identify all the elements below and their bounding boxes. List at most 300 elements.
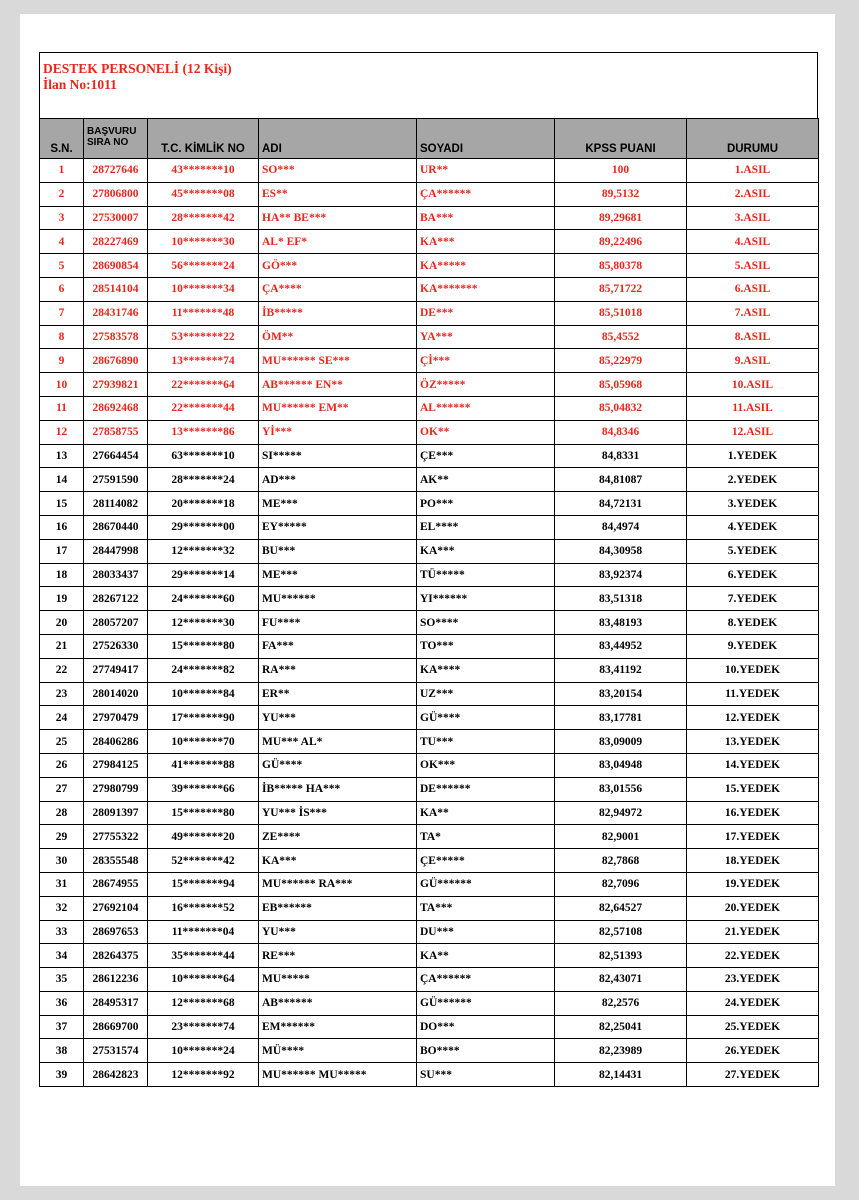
col-header-basvuru-line2: SIRA NO — [87, 137, 129, 148]
table-row — [40, 730, 819, 754]
table-row — [40, 254, 819, 278]
cell-adi: MÜ**** — [259, 1039, 417, 1063]
table-row — [40, 968, 819, 992]
cell-durumu: 17.YEDEK — [687, 825, 819, 849]
document-page — [20, 14, 835, 1186]
cell-adi: MU***** — [259, 968, 417, 992]
cell-tc-kimlik: 10*******70 — [148, 730, 259, 754]
cell-soyadi: ÇE*** — [417, 444, 555, 468]
cell-durumu: 26.YEDEK — [687, 1039, 819, 1063]
cell-sn: 23 — [40, 682, 84, 706]
cell-kpss: 82,51393 — [555, 944, 687, 968]
cell-durumu: 16.YEDEK — [687, 801, 819, 825]
cell-basvuru-no: 28495317 — [84, 991, 148, 1015]
cell-adi: YU*** İS*** — [259, 801, 417, 825]
cell-tc-kimlik: 53*******22 — [148, 325, 259, 349]
cell-tc-kimlik: 20*******18 — [148, 492, 259, 516]
cell-basvuru-no: 28431746 — [84, 301, 148, 325]
table-row — [40, 634, 819, 658]
cell-tc-kimlik: 52*******42 — [148, 849, 259, 873]
cell-soyadi: TO*** — [417, 634, 555, 658]
cell-sn: 38 — [40, 1039, 84, 1063]
cell-kpss: 89,29681 — [555, 206, 687, 230]
cell-durumu: 18.YEDEK — [687, 849, 819, 873]
cell-durumu: 12.ASIL — [687, 420, 819, 444]
cell-kpss: 82,23989 — [555, 1039, 687, 1063]
cell-adi: HA** BE*** — [259, 206, 417, 230]
table-row — [40, 944, 819, 968]
table-header-row — [40, 119, 819, 159]
results-table — [39, 118, 819, 1087]
document-title: DESTEK PERSONELİ (12 Kişi) — [43, 61, 232, 76]
cell-adi: YU*** — [259, 706, 417, 730]
cell-kpss: 82,94972 — [555, 801, 687, 825]
cell-kpss: 83,44952 — [555, 634, 687, 658]
table-row — [40, 444, 819, 468]
cell-sn: 21 — [40, 634, 84, 658]
cell-adi: MU****** EM** — [259, 396, 417, 420]
cell-durumu: 10.ASIL — [687, 373, 819, 397]
table-row — [40, 206, 819, 230]
cell-soyadi: DE****** — [417, 777, 555, 801]
cell-tc-kimlik: 15*******80 — [148, 634, 259, 658]
table-row — [40, 349, 819, 373]
cell-kpss: 83,17781 — [555, 706, 687, 730]
table-row — [40, 777, 819, 801]
cell-sn: 11 — [40, 396, 84, 420]
cell-tc-kimlik: 22*******44 — [148, 396, 259, 420]
cell-soyadi: OK*** — [417, 753, 555, 777]
cell-sn: 35 — [40, 968, 84, 992]
cell-basvuru-no: 28227469 — [84, 230, 148, 254]
cell-tc-kimlik: 29*******14 — [148, 563, 259, 587]
cell-durumu: 11.YEDEK — [687, 682, 819, 706]
cell-kpss: 83,01556 — [555, 777, 687, 801]
cell-soyadi: ÖZ***** — [417, 373, 555, 397]
cell-kpss: 82,43071 — [555, 968, 687, 992]
cell-basvuru-no: 28692468 — [84, 396, 148, 420]
cell-basvuru-no: 28670440 — [84, 515, 148, 539]
cell-durumu: 8.ASIL — [687, 325, 819, 349]
cell-basvuru-no: 28690854 — [84, 254, 148, 278]
cell-soyadi: GÜ****** — [417, 872, 555, 896]
cell-basvuru-no: 27755322 — [84, 825, 148, 849]
col-header-adi: ADI — [259, 119, 417, 159]
cell-sn: 17 — [40, 539, 84, 563]
cell-basvuru-no: 27692104 — [84, 896, 148, 920]
cell-tc-kimlik: 22*******64 — [148, 373, 259, 397]
cell-soyadi: EL**** — [417, 515, 555, 539]
col-header-sn: S.N. — [40, 119, 84, 159]
cell-sn: 20 — [40, 611, 84, 635]
cell-kpss: 82,57108 — [555, 920, 687, 944]
cell-adi: SI***** — [259, 444, 417, 468]
cell-sn: 24 — [40, 706, 84, 730]
cell-kpss: 82,2576 — [555, 991, 687, 1015]
table-row — [40, 1063, 819, 1087]
cell-durumu: 12.YEDEK — [687, 706, 819, 730]
cell-adi: MU****** MU***** — [259, 1063, 417, 1087]
cell-sn: 10 — [40, 373, 84, 397]
cell-adi: FA*** — [259, 634, 417, 658]
cell-tc-kimlik: 10*******64 — [148, 968, 259, 992]
cell-tc-kimlik: 43*******10 — [148, 159, 259, 183]
cell-sn: 7 — [40, 301, 84, 325]
cell-durumu: 9.YEDEK — [687, 634, 819, 658]
table-row — [40, 515, 819, 539]
cell-basvuru-no: 28697653 — [84, 920, 148, 944]
cell-tc-kimlik: 56*******24 — [148, 254, 259, 278]
cell-tc-kimlik: 29*******00 — [148, 515, 259, 539]
cell-tc-kimlik: 12*******30 — [148, 611, 259, 635]
cell-kpss: 89,5132 — [555, 182, 687, 206]
cell-soyadi: AK** — [417, 468, 555, 492]
cell-sn: 2 — [40, 182, 84, 206]
cell-basvuru-no: 28727646 — [84, 159, 148, 183]
cell-durumu: 3.ASIL — [687, 206, 819, 230]
cell-sn: 30 — [40, 849, 84, 873]
cell-basvuru-no: 28612236 — [84, 968, 148, 992]
cell-tc-kimlik: 39*******66 — [148, 777, 259, 801]
cell-basvuru-no: 27664454 — [84, 444, 148, 468]
cell-durumu: 5.ASIL — [687, 254, 819, 278]
cell-adi: RA*** — [259, 658, 417, 682]
cell-sn: 13 — [40, 444, 84, 468]
cell-basvuru-no: 27970479 — [84, 706, 148, 730]
cell-kpss: 83,48193 — [555, 611, 687, 635]
cell-basvuru-no: 28264375 — [84, 944, 148, 968]
cell-kpss: 83,20154 — [555, 682, 687, 706]
cell-soyadi: UZ*** — [417, 682, 555, 706]
col-header-kpss: KPSS PUANI — [555, 119, 687, 159]
cell-basvuru-no: 28014020 — [84, 682, 148, 706]
cell-soyadi: KA*** — [417, 230, 555, 254]
cell-tc-kimlik: 17*******90 — [148, 706, 259, 730]
cell-soyadi: DU*** — [417, 920, 555, 944]
cell-basvuru-no: 28267122 — [84, 587, 148, 611]
cell-kpss: 84,30958 — [555, 539, 687, 563]
cell-adi: İB***** — [259, 301, 417, 325]
cell-soyadi: PO*** — [417, 492, 555, 516]
table-row — [40, 539, 819, 563]
cell-sn: 9 — [40, 349, 84, 373]
cell-sn: 25 — [40, 730, 84, 754]
table-row — [40, 301, 819, 325]
cell-kpss: 83,51318 — [555, 587, 687, 611]
cell-durumu: 27.YEDEK — [687, 1063, 819, 1087]
cell-durumu: 4.ASIL — [687, 230, 819, 254]
cell-adi: Yİ*** — [259, 420, 417, 444]
cell-soyadi: DE*** — [417, 301, 555, 325]
cell-adi: FU**** — [259, 611, 417, 635]
table-row — [40, 753, 819, 777]
cell-sn: 34 — [40, 944, 84, 968]
cell-durumu: 3.YEDEK — [687, 492, 819, 516]
table-row — [40, 706, 819, 730]
cell-tc-kimlik: 15*******80 — [148, 801, 259, 825]
cell-sn: 32 — [40, 896, 84, 920]
cell-sn: 31 — [40, 872, 84, 896]
cell-soyadi: ÇA****** — [417, 968, 555, 992]
cell-kpss: 85,05968 — [555, 373, 687, 397]
cell-tc-kimlik: 28*******24 — [148, 468, 259, 492]
cell-durumu: 23.YEDEK — [687, 968, 819, 992]
announcement-number: İlan No:1011 — [43, 77, 117, 92]
cell-kpss: 82,9001 — [555, 825, 687, 849]
cell-adi: AB****** — [259, 991, 417, 1015]
cell-sn: 14 — [40, 468, 84, 492]
cell-kpss: 82,64527 — [555, 896, 687, 920]
table-row — [40, 1039, 819, 1063]
cell-adi: ÇA**** — [259, 277, 417, 301]
cell-adi: SO*** — [259, 159, 417, 183]
cell-adi: MU****** — [259, 587, 417, 611]
cell-basvuru-no: 28114082 — [84, 492, 148, 516]
cell-tc-kimlik: 45*******08 — [148, 182, 259, 206]
table-row — [40, 896, 819, 920]
cell-soyadi: TA* — [417, 825, 555, 849]
cell-basvuru-no: 28674955 — [84, 872, 148, 896]
table-row — [40, 277, 819, 301]
cell-kpss: 85,04832 — [555, 396, 687, 420]
cell-adi: EB****** — [259, 896, 417, 920]
cell-soyadi: YA*** — [417, 325, 555, 349]
cell-durumu: 7.ASIL — [687, 301, 819, 325]
cell-sn: 27 — [40, 777, 84, 801]
cell-adi: MU****** RA*** — [259, 872, 417, 896]
table-row — [40, 492, 819, 516]
cell-sn: 6 — [40, 277, 84, 301]
cell-tc-kimlik: 24*******60 — [148, 587, 259, 611]
cell-tc-kimlik: 11*******48 — [148, 301, 259, 325]
table-row — [40, 682, 819, 706]
cell-kpss: 100 — [555, 159, 687, 183]
cell-adi: ER** — [259, 682, 417, 706]
cell-tc-kimlik: 12*******32 — [148, 539, 259, 563]
cell-basvuru-no: 28406286 — [84, 730, 148, 754]
cell-basvuru-no: 27939821 — [84, 373, 148, 397]
table-row — [40, 825, 819, 849]
cell-kpss: 85,80378 — [555, 254, 687, 278]
cell-durumu: 24.YEDEK — [687, 991, 819, 1015]
table-row — [40, 468, 819, 492]
cell-soyadi: TA*** — [417, 896, 555, 920]
cell-kpss: 82,25041 — [555, 1015, 687, 1039]
cell-basvuru-no: 28447998 — [84, 539, 148, 563]
cell-kpss: 82,14431 — [555, 1063, 687, 1087]
cell-tc-kimlik: 63*******10 — [148, 444, 259, 468]
cell-soyadi: ÇE***** — [417, 849, 555, 873]
cell-soyadi: BO**** — [417, 1039, 555, 1063]
cell-adi: GÖ*** — [259, 254, 417, 278]
cell-basvuru-no: 27980799 — [84, 777, 148, 801]
col-header-basvuru-line1: BAŞVURU — [87, 126, 137, 137]
cell-adi: RE*** — [259, 944, 417, 968]
cell-kpss: 82,7096 — [555, 872, 687, 896]
cell-tc-kimlik: 23*******74 — [148, 1015, 259, 1039]
cell-tc-kimlik: 10*******84 — [148, 682, 259, 706]
cell-kpss: 83,04948 — [555, 753, 687, 777]
table-row — [40, 230, 819, 254]
table-row — [40, 373, 819, 397]
cell-tc-kimlik: 24*******82 — [148, 658, 259, 682]
cell-soyadi: YI****** — [417, 587, 555, 611]
cell-adi: AD*** — [259, 468, 417, 492]
cell-soyadi: KA**** — [417, 658, 555, 682]
cell-basvuru-no: 28091397 — [84, 801, 148, 825]
cell-durumu: 5.YEDEK — [687, 539, 819, 563]
cell-durumu: 11.ASIL — [687, 396, 819, 420]
cell-kpss: 89,22496 — [555, 230, 687, 254]
cell-basvuru-no: 28514104 — [84, 277, 148, 301]
cell-kpss: 84,81087 — [555, 468, 687, 492]
cell-basvuru-no: 28355548 — [84, 849, 148, 873]
cell-adi: ZE**** — [259, 825, 417, 849]
cell-basvuru-no: 27749417 — [84, 658, 148, 682]
cell-adi: AB****** EN** — [259, 373, 417, 397]
table-row — [40, 325, 819, 349]
col-header-basvuru — [84, 119, 148, 159]
cell-basvuru-no: 28033437 — [84, 563, 148, 587]
cell-soyadi: SO**** — [417, 611, 555, 635]
cell-kpss: 82,7868 — [555, 849, 687, 873]
cell-basvuru-no: 27530007 — [84, 206, 148, 230]
cell-basvuru-no: 27591590 — [84, 468, 148, 492]
table-row — [40, 849, 819, 873]
cell-kpss: 85,4552 — [555, 325, 687, 349]
table-row — [40, 396, 819, 420]
cell-sn: 15 — [40, 492, 84, 516]
cell-kpss: 83,92374 — [555, 563, 687, 587]
cell-durumu: 1.YEDEK — [687, 444, 819, 468]
cell-durumu: 25.YEDEK — [687, 1015, 819, 1039]
cell-durumu: 6.ASIL — [687, 277, 819, 301]
table-row — [40, 611, 819, 635]
cell-basvuru-no: 27806800 — [84, 182, 148, 206]
cell-tc-kimlik: 49*******20 — [148, 825, 259, 849]
cell-tc-kimlik: 10*******30 — [148, 230, 259, 254]
cell-sn: 28 — [40, 801, 84, 825]
table-row — [40, 587, 819, 611]
cell-adi: GÜ**** — [259, 753, 417, 777]
cell-kpss: 84,8346 — [555, 420, 687, 444]
cell-adi: ME*** — [259, 492, 417, 516]
col-header-soyadi: SOYADI — [417, 119, 555, 159]
cell-soyadi: KA***** — [417, 254, 555, 278]
cell-basvuru-no: 28642823 — [84, 1063, 148, 1087]
cell-basvuru-no: 27858755 — [84, 420, 148, 444]
cell-durumu: 22.YEDEK — [687, 944, 819, 968]
cell-tc-kimlik: 15*******94 — [148, 872, 259, 896]
cell-sn: 4 — [40, 230, 84, 254]
cell-soyadi: BA*** — [417, 206, 555, 230]
cell-adi: BU*** — [259, 539, 417, 563]
cell-tc-kimlik: 12*******68 — [148, 991, 259, 1015]
cell-soyadi: Çİ*** — [417, 349, 555, 373]
cell-sn: 29 — [40, 825, 84, 849]
cell-durumu: 15.YEDEK — [687, 777, 819, 801]
cell-durumu: 7.YEDEK — [687, 587, 819, 611]
cell-soyadi: KA** — [417, 944, 555, 968]
cell-adi: MU****** SE*** — [259, 349, 417, 373]
cell-kpss: 85,51018 — [555, 301, 687, 325]
cell-kpss: 84,72131 — [555, 492, 687, 516]
results-sheet — [39, 52, 818, 1087]
cell-kpss: 83,09009 — [555, 730, 687, 754]
cell-sn: 39 — [40, 1063, 84, 1087]
cell-adi: ÖM** — [259, 325, 417, 349]
cell-adi: İB***** HA*** — [259, 777, 417, 801]
cell-soyadi: OK** — [417, 420, 555, 444]
table-row — [40, 920, 819, 944]
cell-durumu: 19.YEDEK — [687, 872, 819, 896]
cell-durumu: 2.YEDEK — [687, 468, 819, 492]
cell-adi: EM****** — [259, 1015, 417, 1039]
cell-durumu: 6.YEDEK — [687, 563, 819, 587]
cell-tc-kimlik: 10*******34 — [148, 277, 259, 301]
cell-soyadi: SU*** — [417, 1063, 555, 1087]
cell-soyadi: ÇA****** — [417, 182, 555, 206]
cell-sn: 37 — [40, 1015, 84, 1039]
cell-tc-kimlik: 12*******92 — [148, 1063, 259, 1087]
cell-sn: 18 — [40, 563, 84, 587]
cell-tc-kimlik: 10*******24 — [148, 1039, 259, 1063]
table-body — [40, 159, 819, 1087]
cell-soyadi: KA*** — [417, 539, 555, 563]
cell-sn: 12 — [40, 420, 84, 444]
cell-adi: AL* EF* — [259, 230, 417, 254]
cell-tc-kimlik: 13*******74 — [148, 349, 259, 373]
cell-sn: 19 — [40, 587, 84, 611]
cell-durumu: 1.ASIL — [687, 159, 819, 183]
cell-sn: 8 — [40, 325, 84, 349]
cell-basvuru-no: 27984125 — [84, 753, 148, 777]
cell-durumu: 14.YEDEK — [687, 753, 819, 777]
cell-durumu: 21.YEDEK — [687, 920, 819, 944]
cell-sn: 5 — [40, 254, 84, 278]
cell-sn: 3 — [40, 206, 84, 230]
table-row — [40, 420, 819, 444]
cell-sn: 33 — [40, 920, 84, 944]
cell-adi: KA*** — [259, 849, 417, 873]
col-header-tc: T.C. KİMLİK NO — [148, 119, 259, 159]
cell-sn: 16 — [40, 515, 84, 539]
table-row — [40, 991, 819, 1015]
cell-soyadi: AL****** — [417, 396, 555, 420]
cell-durumu: 9.ASIL — [687, 349, 819, 373]
cell-basvuru-no: 27526330 — [84, 634, 148, 658]
cell-durumu: 20.YEDEK — [687, 896, 819, 920]
cell-durumu: 2.ASIL — [687, 182, 819, 206]
cell-soyadi: UR** — [417, 159, 555, 183]
cell-adi: MU*** AL* — [259, 730, 417, 754]
cell-kpss: 83,41192 — [555, 658, 687, 682]
col-header-durumu: DURUMU — [687, 119, 819, 159]
cell-tc-kimlik: 11*******04 — [148, 920, 259, 944]
cell-adi: EY***** — [259, 515, 417, 539]
cell-durumu: 4.YEDEK — [687, 515, 819, 539]
cell-tc-kimlik: 16*******52 — [148, 896, 259, 920]
cell-kpss: 85,71722 — [555, 277, 687, 301]
cell-soyadi: KA** — [417, 801, 555, 825]
table-row — [40, 563, 819, 587]
cell-basvuru-no: 28676890 — [84, 349, 148, 373]
cell-soyadi: TÜ***** — [417, 563, 555, 587]
table-row — [40, 872, 819, 896]
cell-adi: YU*** — [259, 920, 417, 944]
cell-basvuru-no: 27583578 — [84, 325, 148, 349]
title-box — [39, 52, 818, 118]
